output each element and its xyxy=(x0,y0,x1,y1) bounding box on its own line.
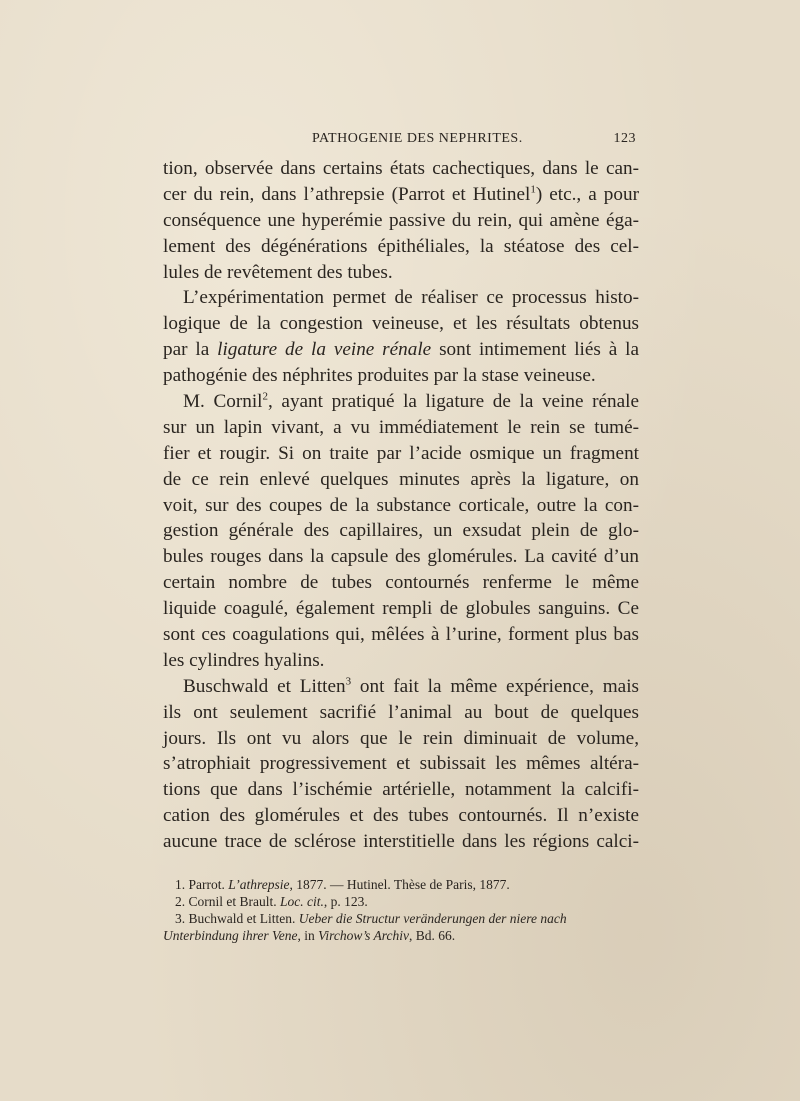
text-span: ont fait la même expérience, mais xyxy=(351,675,639,697)
text-line: logique de la congestion veineuse, et les résultats obtenus xyxy=(163,313,639,335)
text-line: certain nombre de tubes contournés renferme le même xyxy=(163,572,639,594)
text-line xyxy=(163,337,639,363)
text-line: gestion générale des capillaires, un exsudat plein de glo- xyxy=(163,520,639,542)
text-line: sont ces coagulations qui, mêlées à l’urine, forment plus bas xyxy=(163,624,639,646)
text-line: lules de revêtement des tubes. xyxy=(163,261,393,283)
italic-phrase: L’athrepsie xyxy=(228,877,290,892)
text-line: sur un lapin vivant, a vu immédiatement le rein se tumé- xyxy=(163,416,639,438)
text-line xyxy=(163,389,639,415)
text-line: liquide coagulé, également rempli de globules sanguins. Ce xyxy=(163,598,639,620)
footnote-ref: 1 xyxy=(530,183,536,196)
page-number: 123 xyxy=(613,131,636,146)
italic-phrase: ligature de la veine rénale xyxy=(217,339,432,361)
page-header xyxy=(160,131,638,153)
footnote-ref: 3 xyxy=(345,675,352,688)
footnote-number: 3. xyxy=(175,911,186,926)
italic-phrase: Unterbindung ihrer Vene xyxy=(163,928,298,943)
text-line: jours. Ils ont vu alors que le rein diminuait de volume, xyxy=(163,727,639,749)
text-span: par la xyxy=(163,339,218,361)
text-span: Buschwald et Litten xyxy=(183,675,346,697)
text-line: tions que dans l’ischémie artérielle, notamment la calcifi- xyxy=(163,779,639,801)
text-span: , p. 123. xyxy=(323,894,368,909)
footnote-1 xyxy=(163,876,641,893)
text-span: cer du rein, dans l’athrepsie (Parrot et Hutinel xyxy=(163,183,531,205)
italic-phrase: Loc. cit. xyxy=(280,894,324,909)
text-line: s’atrophiait progressivement et subissait les mêmes altéra- xyxy=(163,753,639,775)
text-line: tion, observée dans certains états cachectiques, dans le can- xyxy=(163,158,639,179)
italic-phrase: Virchow’s Archiv xyxy=(318,928,409,943)
running-title: PATHOGENIE DES NEPHRITES. xyxy=(312,131,523,146)
text-span: , Bd. 66. xyxy=(409,928,456,943)
text-line: aucune trace de sclérose interstitielle dans les régions calci- xyxy=(163,831,639,853)
text-line xyxy=(163,674,639,700)
text-line: lement des dégénérations épithéliales, la stéatose des cel- xyxy=(163,235,639,257)
paragraph-1 xyxy=(163,156,639,285)
text-line: les cylindres hyalins. xyxy=(163,649,325,671)
text-line: fier et rougir. Si on traite par l’acide osmique un fragment xyxy=(163,442,639,464)
text-span: Buchwald et Litten. xyxy=(185,911,299,926)
footnote-number: 1. xyxy=(175,877,186,892)
text-line: ils ont seulement sacrifié l’animal au bout de quelques xyxy=(163,701,639,723)
text-span: sont intimement liés à la xyxy=(431,339,639,361)
text-line: bules rouges dans la capsule des glomérules. La cavité d’un xyxy=(163,546,639,568)
text-span: ) etc., a pour xyxy=(535,183,639,205)
text-span: M. Cornil xyxy=(183,391,263,413)
text-line: de ce rein enlevé quelques minutes après la ligature, on xyxy=(163,468,639,490)
text-span: Cornil et Brault. xyxy=(185,894,280,909)
footnote-number: 2. xyxy=(175,894,186,909)
text-line: cation des glomérules et des tubes contournés. Il n’existe xyxy=(163,805,639,827)
footnote-3 xyxy=(163,910,641,927)
footnote-3-continued xyxy=(163,927,641,944)
text-span: Parrot. xyxy=(185,877,229,892)
text-line xyxy=(163,182,639,208)
footnotes xyxy=(163,876,641,944)
text-line: pathogénie des néphrites produites par la stase veineuse. xyxy=(163,365,596,387)
paragraph-2 xyxy=(163,285,639,389)
paragraph-3 xyxy=(163,389,639,674)
footnote-2 xyxy=(163,893,641,910)
text-span: , ayant pratiqué la ligature de la veine rénale xyxy=(268,391,639,413)
text-line: voit, sur des coupes de la substance corticale, outre la con- xyxy=(163,494,639,516)
footnote-ref: 2 xyxy=(262,390,269,403)
text-span: , in xyxy=(297,928,319,943)
paragraph-4 xyxy=(163,674,639,855)
text-span: , 1877. — Hutinel. Thèse de Paris, 1877. xyxy=(289,877,510,892)
text-line: conséquence une hyperémie passive du rein, qui amène éga- xyxy=(163,209,639,231)
body-text xyxy=(163,156,639,855)
italic-phrase: Ueber die Structur veränderungen der niere nach xyxy=(298,911,567,926)
text-line: L’expérimentation permet de réaliser ce processus histo- xyxy=(183,287,639,309)
